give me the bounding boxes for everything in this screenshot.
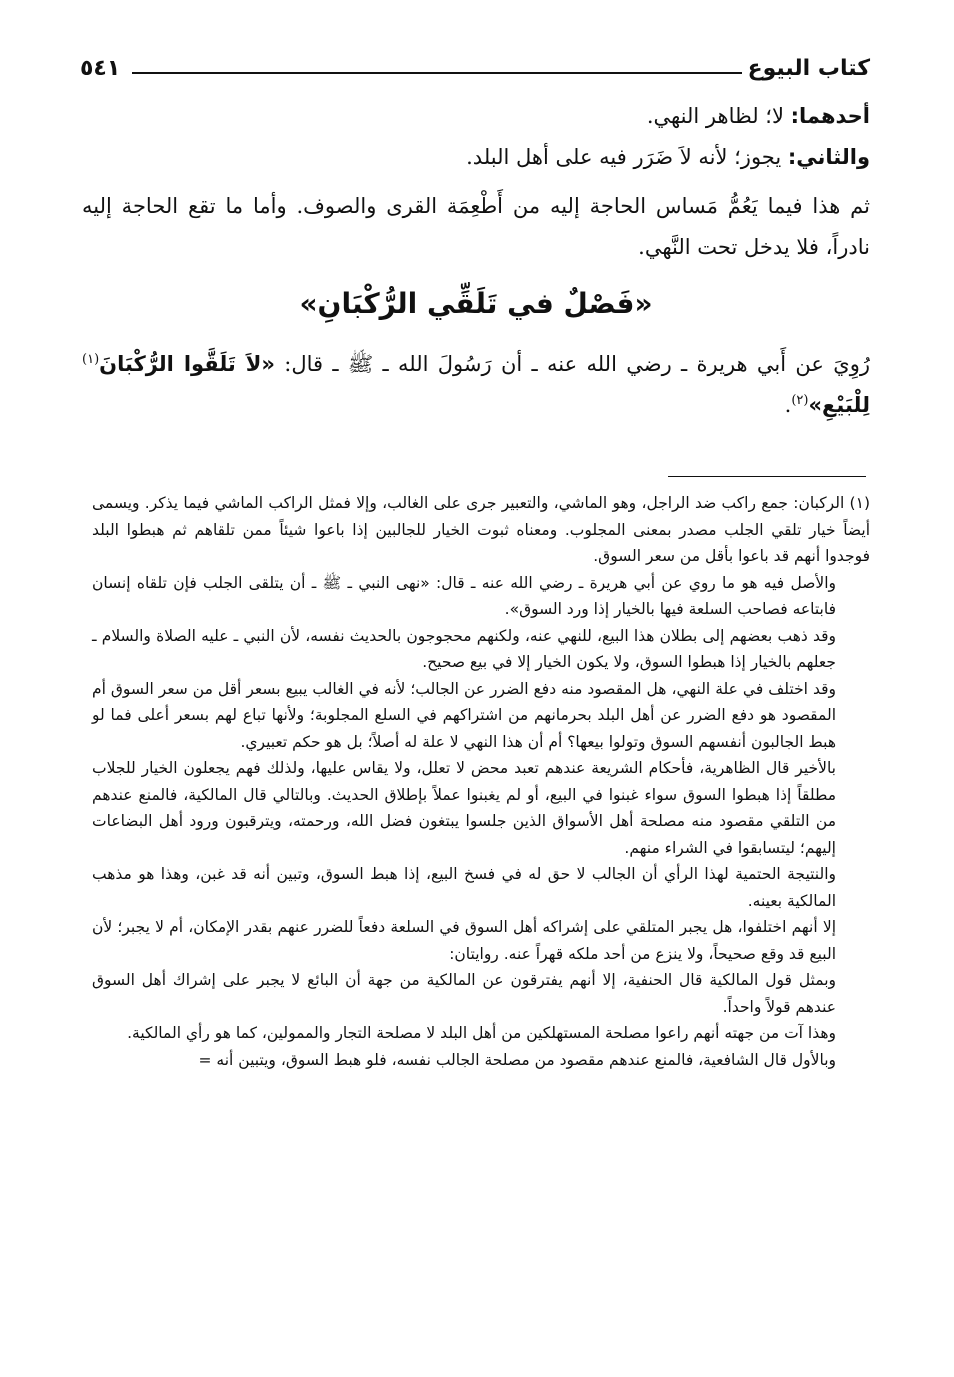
first-opinion-label: أحدهما: [790, 104, 870, 128]
second-opinion-text: يجوز؛ لأنه لاَ ضَرَر فيه على أهل البلد. [466, 145, 788, 169]
footnote-paragraph: وقد ذهب بعضهم إلى بطلان هذا البيع، للنهي عنه، ولكنهم محجوجون بالحديث نفسه، لأن النبي ـ عليه الصلاة والسلام ـ جعلهم بالخيار إذا هبطوا السوق، ولا يكون الخيار إلا في بيع صحيح. [92, 626, 836, 671]
spacer [82, 178, 870, 186]
footnote-paragraph: وبالأول قال الشافعية، فالمنع عندهم مقصود من مصلحة الجالب نفسه، فلو هبط السوق، ويتبين أنه = [198, 1050, 836, 1069]
second-opinion-label: والثاني: [787, 145, 870, 169]
hadith-quote: «لاَ تَلَقَّوا الرُّكْبَانَ [99, 352, 275, 376]
footnote-ref-2[interactable]: (٢) [791, 393, 809, 408]
hadith-period: . [784, 393, 792, 417]
footnotes [92, 490, 870, 1073]
footnote-paragraph: بالأخير قال الظاهرية، فأحكام الشريعة عندهم تعبد محض لا تعلل، ولا يقاس عليها، ولذلك فهم يجعلون الخيار للجلاب مطلقاً إذا هبطوا السوق سواء غبنوا في البيع، أو لم يغبنوا عملاً بإطلاق الحديث. وبالتالي قال المالكية، فالمنع عندهم من التلقي مقصود منه مصلحة أهل الأسواق الذين جلسوا يبتغون فضل الله، ورحمته، ويترقبون ورود أهل البضاعات إليهم؛ ليتسابقوا في الشراء منهم. [92, 759, 836, 857]
footnote-paragraph: والأصل فيه هو ما روي عن أبي هريرة ـ رضي الله عنه ـ قال: «نهى النبي ـ ﷺ ـ أن يتلقى الجلب فإن تلقاه إنسان فابتاعه فصاحب السلعة فيها بالخيار إذا ورد السوق». [92, 573, 836, 618]
footnote-paragraph: وبمثل قول المالكية قال الحنفية، إلا أنهم يفترقون عن المالكية من جهة أن البائع لا يجبر على إشراك أهل السوق عندهم قولاً واحداً. [92, 971, 836, 1016]
paragraph-first-opinion [82, 96, 870, 137]
paragraph-scope: ثم هذا فيما يَعُمُّ مَساس الحاجة إليه من أَطْعِمَة القرى والصوف. وأما ما تقع الحاجة إليه نادراً، فلا يدخل تحت النَّهي. [82, 194, 870, 259]
paragraph-second-opinion [82, 137, 870, 178]
footnote-separator [668, 476, 866, 477]
hadith-quote-end: لِلْبَيْعِ» [808, 393, 870, 417]
section-heading: «فَصْلٌ في تَلَقِّي الرُّكْبَانِ» [299, 287, 653, 320]
first-opinion-text: لا؛ لظاهر النهي. [646, 104, 791, 128]
header-rule [132, 72, 742, 74]
running-title: كتاب البيوع [747, 56, 870, 81]
footnote-paragraph: وهذا آت من جهته أنهم راعوا مصلحة المستهلكين من أهل البلد لا مصلحة التجار والممولين، كما هو رأي المالكية. [127, 1024, 836, 1042]
footnote-paragraph: إلا أنهم اختلفوا، هل يجبر المتلقي على إشراكه أهل السوق في السلعة دفعاً للضرر عنهم بقدر الإمكان، أم لا يجبر؛ لأن البيع قد وقع صحيحاً، ولا ينزع من أحد ملكه قهراً عنه. روايتان: [92, 918, 836, 963]
page-number: ٥٤١ [80, 56, 121, 81]
paragraph-hadith [82, 344, 870, 426]
main-text [82, 96, 870, 426]
footnote-ref-1[interactable]: (١) [82, 352, 100, 367]
footnote-paragraph: والنتيجة الحتمية لهذا الرأي أن الجالب لا حق له في فسخ البيع، إذا هبط السوق، وتبين أنه قد غبن، وهذا هو مذهب المالكية بعينه. [92, 865, 836, 910]
hadith-narration: رُوِيَ عن أَبي هريرة ـ رضي الله عنه ـ أن رَسُولَ الله ـ ﷺ ـ قال: [274, 352, 870, 376]
footnote-1: (١) الركبان: جمع راكب ضد الراجل، وهو الماشي، والتعبير جرى على الغالب، وإلا فمثل الراكب الماشي فيما يذكر. ويسمى أيضاً خيار تلقي الجلب مصدر بمعنى المجلوب. ومعناه ثبوت الخيار للجالبين إذا باعوا شيئاً ممن تلقاهم ثم هبطوا البلد فوجدوا أنهم قد باعوا بأقل من سعر السوق. [92, 494, 870, 565]
page-header [80, 52, 870, 92]
footnote-paragraph: وقد اختلف في علة النهي، هل المقصود منه دفع الضرر عن الجالب؛ لأنه في الغالب يبيع بسعر أقل من سعر السوق أم المقصود هو دفع الضرر عن أهل البلد بحرمانهم من اشتراكهم في السلع المجلوبة؛ ولأنها تباع لهم بسعر أعلى فما لو هبط الجالبون أنفسهم السوق وتولوا بيعها؟ أم أن هذا النهي لا علة له أصلاً؛ بل هو حكم تعبيري. [92, 679, 836, 751]
